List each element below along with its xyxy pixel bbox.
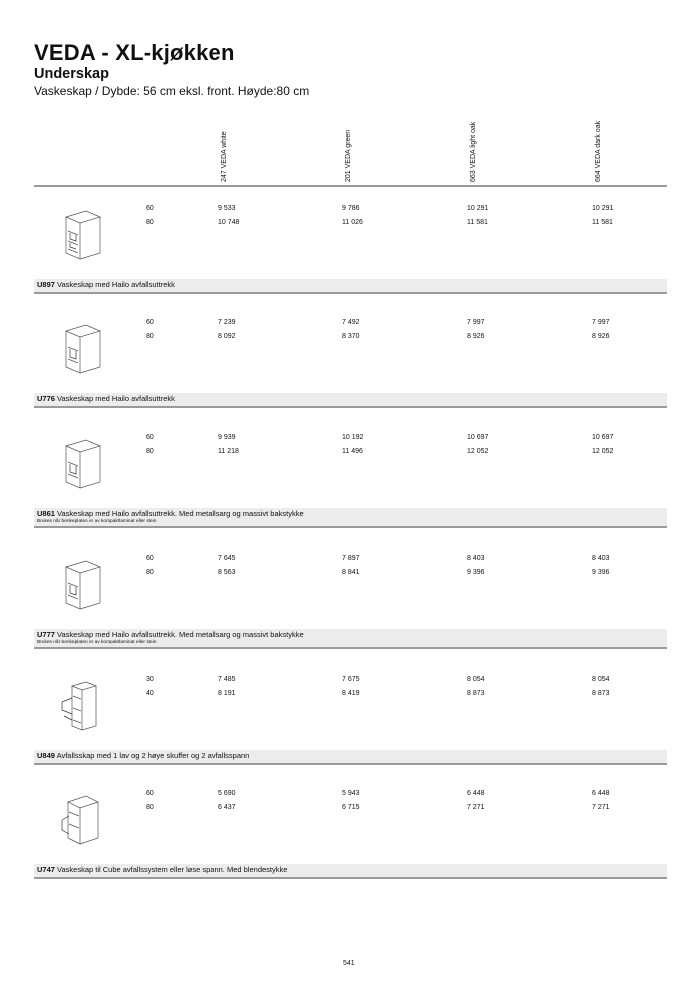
product-block-u776: 60 7 239 7 492 7 997 7 997 80 8 092 8 370 8 926 8 926 U776 Vaskeskap med Hailo avfallsuttrekk [34,319,667,419]
column-header-light-oak: 663 VEDA light oak [470,121,477,182]
page-title: VEDA - XL-kjøkken [34,40,235,65]
product-name: Avfallsskap med 1 lav og 2 høye skuffer og 2 avfallsspann [56,751,250,760]
product-divider [34,877,667,879]
product-label-bar [34,393,667,406]
product-code: U777 [37,630,55,639]
product-code: U849 [37,751,55,760]
cabinet-drawing [56,559,102,611]
product-block-u897: 60 9 533 9 786 10 291 10 291 80 10 748 11 026 11 581 11 581 U897 Vaskeskap med Hailo avfallsuttrekk [34,205,667,305]
product-block-u747: 60 5 690 5 943 6 448 6 448 80 6 437 6 715 7 271 7 271 U747 Vaskeskap til Cube avfallssystem eller løse spann. Med blendestykke [34,790,667,890]
product-name: Vaskeskap med Hailo avfallsuttrekk [57,394,175,403]
product-label-bar [34,508,667,526]
product-name: Vaskeskap til Cube avfallssystem eller løse spann. Med blendestykke [57,865,288,874]
section-subtitle: Underskap [34,66,109,82]
cabinet-drawing [56,794,102,846]
product-code: U897 [37,280,55,289]
section-description: Vaskeskap / Dybde: 56 cm eksl. front. Høyde:80 cm [34,84,310,98]
product-note: Brukes når benkeplaten er av kompaktlaminat eller stein [37,640,157,645]
product-name: Vaskeskap med Hailo avfallsuttrekk [57,280,175,289]
cabinet-drawing [56,209,102,261]
product-block-u777: 60 7 645 7 897 8 403 8 403 80 8 563 8 841 9 396 9 396 U777 Vaskeskap med Hailo avfallsuttrekk. Med metallsarg og massivt bakstykke Brukes når benkeplaten er av kompaktlaminat eller stein [34,555,667,655]
product-label-bar [34,750,667,763]
cabinet-drawing [56,323,102,375]
product-name: Vaskeskap med Hailo avfallsuttrekk. Med metallsarg og massivt bakstykke [57,630,304,639]
column-header-green: 201 VEDA green [345,129,352,182]
product-block-u861: 60 9 939 10 192 10 697 10 697 80 11 218 11 496 12 052 12 052 U861 Vaskeskap med Hailo avfallsuttrekk. Med metallsarg og massivt bakstykke Brukes når benkeplaten er av kompaktlaminat eller stein [34,434,667,534]
product-note: Brukes når benkeplaten er av kompaktlaminat eller stein [37,519,157,524]
product-code: U861 [37,509,55,518]
product-name: Vaskeskap med Hailo avfallsuttrekk. Med metallsarg og massivt bakstykke [57,509,304,518]
product-code: U747 [37,865,55,874]
product-divider [34,406,667,408]
product-divider [34,292,667,294]
cabinet-drawing [56,680,102,732]
column-header-dark-oak: 664 VEDA dark oak [595,120,602,182]
product-divider [34,647,667,649]
product-label-bar [34,864,667,877]
product-divider [34,526,667,528]
product-label-bar [34,629,667,647]
page-number: 541 [343,960,355,967]
header-divider [34,185,667,187]
product-block-u849: 30 7 485 7 675 8 054 8 054 40 8 191 8 419 8 873 8 873 U849 Avfallsskap med 1 lav og 2 høye skuffer og 2 avfallsspann [34,676,667,776]
product-divider [34,763,667,765]
column-header-white: 247 VEDA white [221,131,228,182]
product-label-bar [34,279,667,292]
cabinet-drawing [56,438,102,490]
product-code: U776 [37,394,55,403]
